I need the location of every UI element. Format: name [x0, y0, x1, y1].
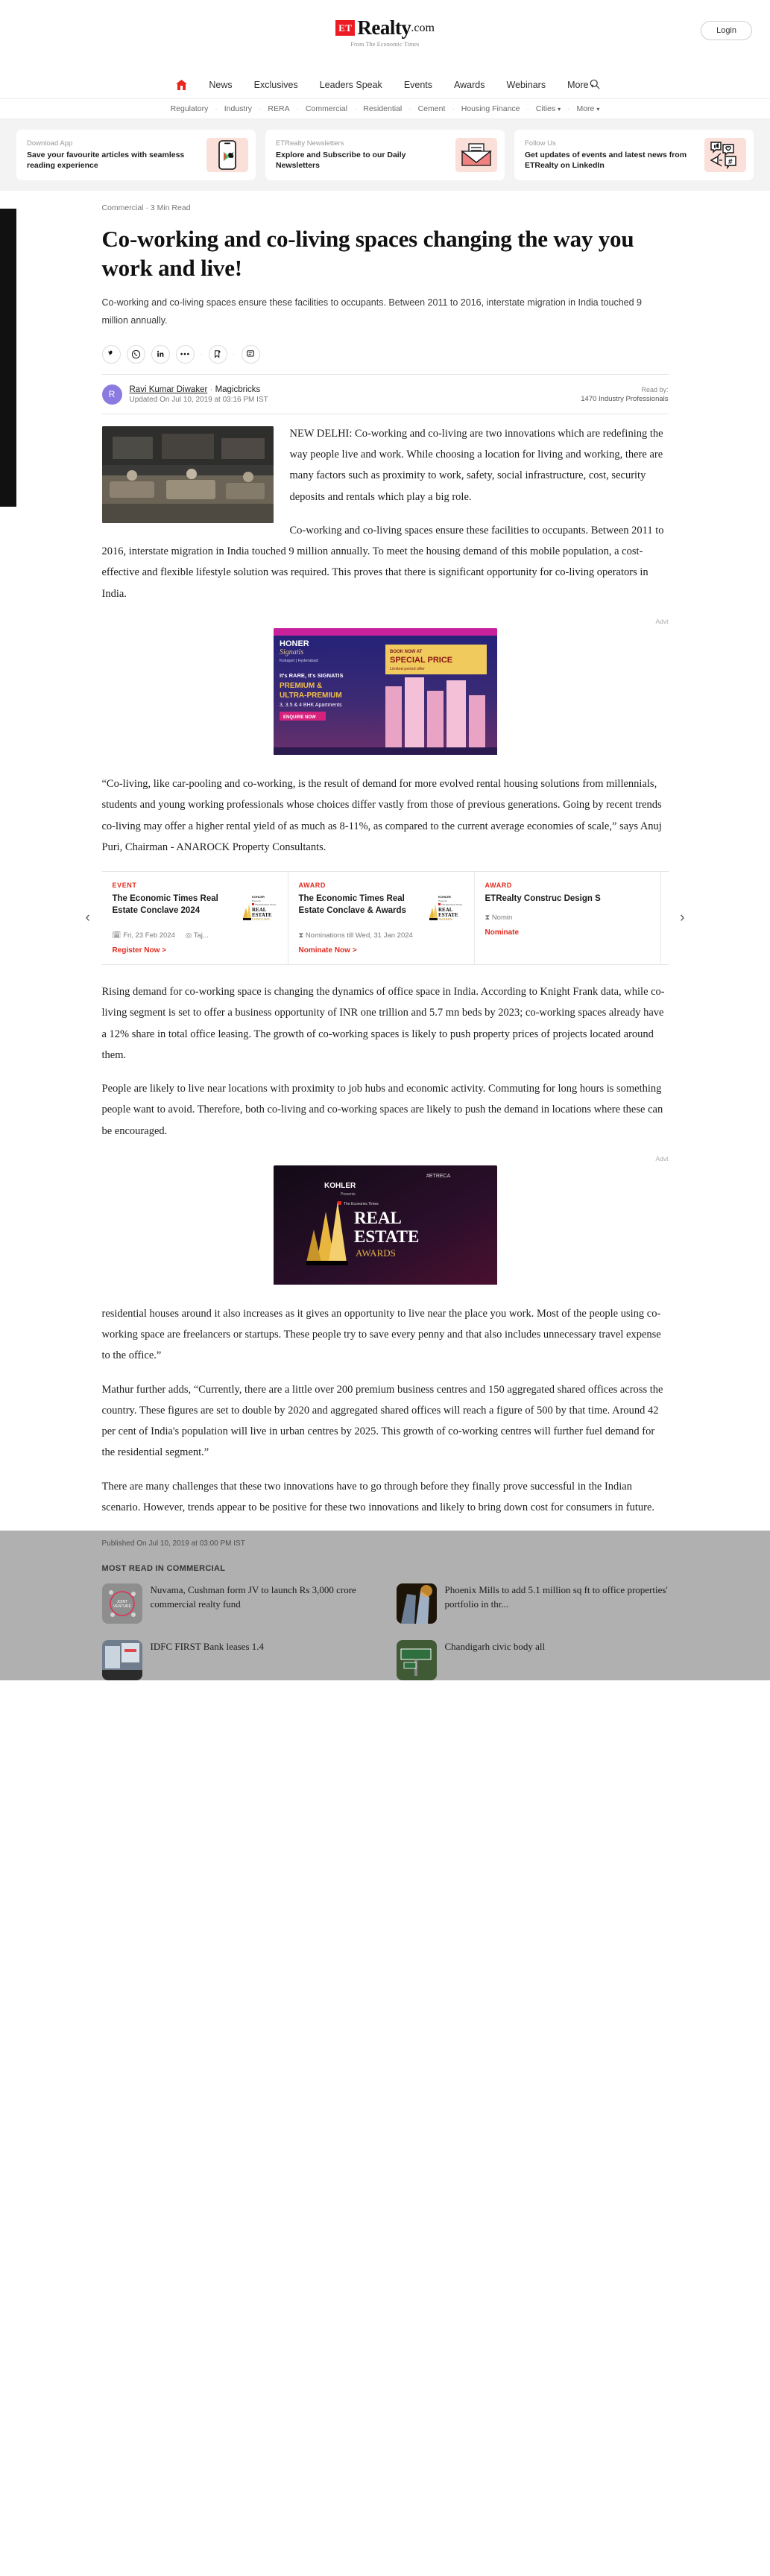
event-date-text: Fri, 23 Feb 2024	[123, 931, 175, 940]
subnav-separator: ·	[526, 104, 529, 113]
subnav-item-more[interactable]	[569, 104, 606, 113]
secondary-nav	[0, 99, 770, 119]
list-item[interactable]	[102, 1583, 374, 1624]
et-real-estate-awards-logo	[428, 893, 464, 923]
byline-separator: ·	[209, 384, 213, 394]
article-container	[0, 191, 770, 1518]
event-card[interactable]	[102, 872, 288, 964]
nav-item-leaders-speak[interactable]: Leaders Speak	[319, 79, 382, 90]
event-row	[113, 893, 277, 923]
svg-text:SPECIAL PRICE: SPECIAL PRICE	[389, 655, 452, 665]
promo-text	[276, 139, 455, 171]
read-by-value: 1470 Industry Professionals	[581, 394, 669, 403]
article-paragraph: residential houses around it also increases as it gives an opportunity to live near the place you work. Most of the people using co-working space are freelancers or startups. These people try to save every penny and that also includes unnecessary travel expense to the office.”	[101, 1307, 661, 1362]
article-quote	[102, 773, 669, 858]
nav-item-exclusives[interactable]: Exclusives	[253, 79, 298, 90]
envelope-newsletter-icon	[455, 138, 497, 172]
event-row	[299, 893, 464, 923]
promo-strip	[0, 119, 770, 191]
subnav-separator: ·	[408, 104, 411, 113]
author-publication: Magicbricks	[215, 384, 261, 394]
svg-text:The Economic Times: The Economic Times	[254, 903, 276, 907]
byline-name-row	[130, 385, 581, 394]
primary-nav	[0, 71, 770, 99]
article-paragraph: There are many challenges that these two innovations have to go through before they finally prove successful in the Indian scenario. However, trends appear to be positive for these two innovations and likely to bring down cost for consumers in future.	[101, 1480, 655, 1514]
subnav-separator: ·	[567, 104, 570, 113]
office-towers-thumb	[397, 1583, 437, 1624]
comment-icon[interactable]	[242, 345, 260, 364]
events-carousel	[85, 871, 685, 965]
nav-more-label: More	[567, 79, 589, 90]
signboard-thumb	[397, 1640, 437, 1680]
share-row	[102, 341, 669, 374]
logo-wordmark: Realty	[357, 16, 411, 39]
svg-text:ESTATE: ESTATE	[251, 912, 272, 919]
chevron-down-icon: ▾	[596, 106, 600, 113]
subnav-cities-label: Cities	[535, 104, 556, 113]
svg-text:ENQUIRE NOW: ENQUIRE NOW	[283, 715, 316, 720]
chevron-right-icon[interactable]: ›	[680, 910, 685, 926]
hourglass-icon: ⧗	[298, 931, 304, 940]
ad-label: Advt	[655, 617, 669, 625]
event-row	[485, 893, 650, 905]
search-icon[interactable]	[590, 79, 600, 93]
article-body	[85, 414, 685, 1518]
bank-building-thumb	[102, 1640, 142, 1680]
most-read-heading: MOST READ IN COMMERCIAL	[101, 1564, 226, 1574]
subnav-item-cities[interactable]	[526, 104, 570, 113]
location-pin-icon: ◎	[185, 931, 192, 940]
subnav-item-rera[interactable]: RERA	[268, 104, 290, 113]
svg-text:#ETRECA: #ETRECA	[426, 1173, 450, 1179]
byline-main	[130, 385, 581, 404]
et-real-estate-conclave-logo	[242, 893, 277, 923]
nominate-now-link[interactable]: Nominate	[485, 928, 520, 937]
subnav-item-regulatory[interactable]: Regulatory	[170, 104, 209, 113]
article-tail	[0, 1531, 770, 1680]
quote-text-middle: , Chairman -	[119, 841, 177, 853]
most-read-title: Phoenix Mills to add 5.1 million sq ft to office properties' portfolio in thr...	[444, 1584, 668, 1610]
most-read-grid	[102, 1583, 669, 1680]
nav-item-webinars[interactable]: Webinars	[506, 79, 546, 90]
events-track	[102, 872, 669, 964]
promo-text	[27, 139, 206, 171]
honer-signatis-ad[interactable]	[274, 628, 497, 759]
hourglass-icon: ⧗	[485, 914, 490, 923]
tail-inner	[102, 1539, 669, 1680]
svg-text:AWARDS: AWARDS	[438, 917, 452, 922]
author-name-link[interactable]: Ravi Kumar Diwaker	[129, 384, 208, 394]
logo-tagline: From The Economic Times	[350, 41, 420, 48]
svg-text:REAL: REAL	[438, 907, 452, 914]
event-kicker: EVENT	[112, 882, 137, 890]
svg-text:Presents: Presents	[251, 899, 261, 903]
event-place	[186, 931, 209, 940]
article-inner	[85, 191, 685, 1518]
most-read-title: IDFC FIRST Bank leases 1.4	[150, 1641, 265, 1653]
subnav-item-commercial[interactable]: Commercial	[305, 104, 347, 113]
promo-card-download-app[interactable]	[16, 130, 256, 180]
promo-kicker: Follow Us	[525, 139, 556, 148]
most-read-title: Nuvama, Cushman form JV to launch Rs 3,000 crore commercial realty fund	[150, 1584, 356, 1610]
svg-text:AWARDS: AWARDS	[355, 1247, 396, 1259]
left-dark-rail	[0, 209, 16, 507]
event-title: The Economic Times Real Estate Conclave & Awards	[298, 894, 406, 916]
most-read-title: Chandigarh civic body all	[444, 1641, 546, 1653]
svg-text:ULTRA-PREMIUM: ULTRA-PREMIUM	[279, 691, 342, 700]
svg-text:REAL: REAL	[251, 907, 266, 914]
svg-text:HONER: HONER	[279, 639, 309, 648]
svg-text:ESTATE: ESTATE	[438, 912, 458, 919]
article-paragraph: Mathur further adds, “Currently, there are a little over 200 premium business centres and 150 aggregated shared offices across the country. These figures are set to double by 2020 and aggregated shared offices will reach a figure of 500 by that time. Around 42 per cent of India's population will live in urban centres by 2025. This growth of co-working centres will further fuel demand for the residential segment.”	[101, 1383, 663, 1459]
event-date	[113, 931, 175, 940]
quote-text-after: .	[323, 841, 326, 853]
advertisement-block	[102, 1155, 669, 1288]
subnav-item-industry[interactable]: Industry	[224, 104, 253, 113]
logo-dotcom: .com	[411, 21, 435, 34]
subnav-separator: ·	[296, 104, 299, 113]
advertisement-block	[102, 618, 669, 759]
bookmark-add-icon[interactable]	[209, 345, 227, 364]
share-separator: ·	[233, 350, 236, 358]
svg-text:PREMIUM &: PREMIUM &	[279, 681, 322, 690]
subnav-separator: ·	[215, 104, 218, 113]
svg-text:KOHLER: KOHLER	[251, 895, 265, 899]
list-item[interactable]	[397, 1640, 669, 1680]
svg-text:JOINT: JOINT	[116, 1600, 127, 1605]
svg-text:Kokapet | Hyderabad: Kokapet | Hyderabad	[279, 658, 318, 663]
read-by-block	[581, 386, 668, 403]
article-paragraph: Rising demand for co-working space is changing the dynamics of office space in India. According to Knight Frank data, while co-living segment is set to offer a business opportunity of INR one trillion and 5.7 mn beds by 2023; co-working spaces already have a 12% share in total office leasing. The growth of co-working spaces is likely to push property prices of projects located around them.	[101, 986, 665, 1061]
login-button[interactable]: Login	[701, 21, 752, 40]
event-kicker: AWARD	[298, 882, 326, 890]
svg-text:VENTURE: VENTURE	[113, 1604, 131, 1610]
nav-item-awards[interactable]: Awards	[454, 79, 485, 90]
twitter-icon[interactable]	[102, 345, 121, 364]
anarock-link[interactable]: ANAROCK Property Consultants	[176, 841, 324, 853]
et-mark: ET	[335, 20, 355, 36]
svg-text:#: #	[728, 158, 733, 166]
mobile-app-icon	[206, 138, 248, 172]
svg-text:The Economic Times: The Economic Times	[343, 1201, 379, 1206]
kohler-real-estate-awards-ad[interactable]	[274, 1165, 497, 1288]
svg-text:It's RARE, It's SIGNATIS: It's RARE, It's SIGNATIS	[279, 671, 344, 679]
chevron-left-icon[interactable]: ‹	[85, 910, 90, 926]
promo-card-follow-us[interactable]	[514, 130, 754, 180]
nav-item-news[interactable]: News	[209, 79, 233, 90]
svg-text:3, 3.5 & 4 BHK Apartments: 3, 3.5 & 4 BHK Apartments	[279, 702, 342, 708]
event-meta	[485, 914, 650, 922]
article-paragraph: People are likely to live near locations with proximity to job hubs and economic activity. Commuting for long hours is something people want to avoid. Therefore, both co-living and co-working spaces are likely to push the demand in locations where these can be encouraged.	[101, 1083, 663, 1137]
svg-text:Signatis: Signatis	[279, 648, 303, 656]
avatar: R	[102, 384, 122, 405]
event-date	[299, 931, 413, 940]
site-header	[0, 0, 770, 71]
subnav-item-housing-finance[interactable]: Housing Finance	[461, 104, 520, 113]
promo-text	[525, 139, 704, 171]
event-date	[485, 914, 513, 922]
event-date-text: Nominations till Wed, 31 Jan 2024	[305, 931, 413, 940]
article-paragraph: Co-working and co-living spaces ensure these facilities to occupants. Between 2011 to 2016, interstate migration in India touched 9 million annually. To meet the housing demand of this mobile population, a cost-effective and flexible lifestyle solution was required. This proves that there is significant opportunity for co-living operators in India.	[101, 524, 664, 600]
event-card[interactable]	[288, 872, 475, 964]
subnav-more-label: More	[576, 104, 595, 113]
byline	[102, 375, 669, 414]
read-by-label: Read by:	[641, 385, 669, 393]
calendar-icon: 🗓	[112, 931, 122, 940]
event-place-text: Taj...	[193, 931, 209, 940]
article-paragraph: NEW DELHI: Co-working and co-living are two innovations which are redefining the way people live and work. While choosing a location for living and working, there are many factors such as proximity to work, safety, social infrastructure, cost, security deposits and rentals which play a big role.	[289, 427, 663, 503]
subnav-separator: ·	[452, 104, 455, 113]
nav-item-events[interactable]: Events	[403, 79, 433, 90]
svg-text:REAL: REAL	[353, 1208, 402, 1227]
svg-text:BOOK NOW AT: BOOK NOW AT	[389, 649, 422, 654]
promo-title: Get updates of events and latest news from ETRealty on LinkedIn	[525, 150, 687, 170]
promo-card-newsletters[interactable]	[265, 130, 505, 180]
linkedin-icon[interactable]	[151, 345, 170, 364]
event-title: The Economic Times Real Estate Conclave 2024	[112, 894, 218, 916]
promo-kicker: ETRealty Newsletters	[276, 139, 344, 148]
promo-kicker: Download App	[27, 139, 73, 148]
event-card[interactable]	[475, 872, 661, 964]
svg-text:Presents: Presents	[340, 1192, 356, 1197]
register-now-link[interactable]: Register Now >	[112, 946, 167, 955]
promo-title: Save your favourite articles with seamless reading experience	[27, 150, 185, 170]
event-date-text: Nomin	[491, 914, 513, 923]
nominate-now-link[interactable]: Nominate Now >	[298, 946, 357, 955]
subnav-separator: ·	[353, 104, 357, 113]
svg-text:CONCLAVE: CONCLAVE	[251, 917, 270, 922]
svg-text:KOHLER: KOHLER	[438, 895, 451, 899]
published-timestamp: Published On Jul 10, 2019 at 03:00 PM IST	[101, 1539, 245, 1548]
anuj-puri-link[interactable]: Anuj Puri	[101, 820, 662, 853]
event-meta	[113, 931, 277, 940]
home-icon[interactable]	[176, 80, 187, 90]
chevron-down-icon: ▾	[590, 82, 594, 89]
event-title: ETRealty Construc Design S	[485, 894, 601, 904]
more-options-icon[interactable]	[176, 345, 195, 364]
updated-timestamp: Updated On Jul 10, 2019 at 03:16 PM IST	[129, 395, 268, 404]
quote-text-before: “Co-living, like car-pooling and co-working, is the result of demand for more evolved rental housing solutions from millennials, students and young working professionals whose choices differ vastly from those of previous generations. Going by recent trends co-living may offer a higher rental yield of as much as 8-11%, as compared to the current average economies of scale,” says	[101, 777, 662, 832]
subnav-item-cement[interactable]: Cement	[417, 104, 446, 113]
breadcrumb[interactable]: Commercial · 3 Min Read	[101, 203, 191, 212]
share-separator: ·	[200, 350, 203, 358]
logo-lockup	[335, 16, 435, 39]
svg-text:The Economic Times: The Economic Times	[441, 903, 462, 907]
ad-label: Advt	[655, 1154, 669, 1162]
promo-title: Explore and Subscribe to our Daily Newsletters	[276, 150, 406, 170]
joint-venture-thumb	[102, 1583, 142, 1624]
article-lead-image	[102, 426, 274, 523]
svg-text:Limited period offer: Limited period offer	[389, 666, 425, 671]
whatsapp-icon[interactable]	[127, 345, 145, 364]
svg-text:Presents: Presents	[438, 899, 447, 903]
svg-text:KOHLER: KOHLER	[324, 1181, 356, 1190]
subnav-item-residential[interactable]: Residential	[363, 104, 403, 113]
subnav-separator: ·	[259, 104, 262, 113]
chevron-down-icon: ▾	[558, 106, 561, 113]
event-meta	[299, 931, 464, 940]
list-item[interactable]	[102, 1640, 374, 1680]
page-title: Co-working and co-living spaces changing the way you work and live!	[101, 226, 634, 282]
event-kicker: AWARD	[485, 882, 512, 890]
site-logo[interactable]	[0, 16, 770, 48]
list-item[interactable]	[397, 1583, 669, 1624]
svg-text:ESTATE: ESTATE	[353, 1227, 419, 1246]
article-summary: Co-working and co-living spaces ensure these facilities to occupants. Between 2011 to 2016, interstate migration in India touched 9 million annually.	[101, 297, 642, 326]
social-megaphone-icon	[704, 138, 746, 172]
